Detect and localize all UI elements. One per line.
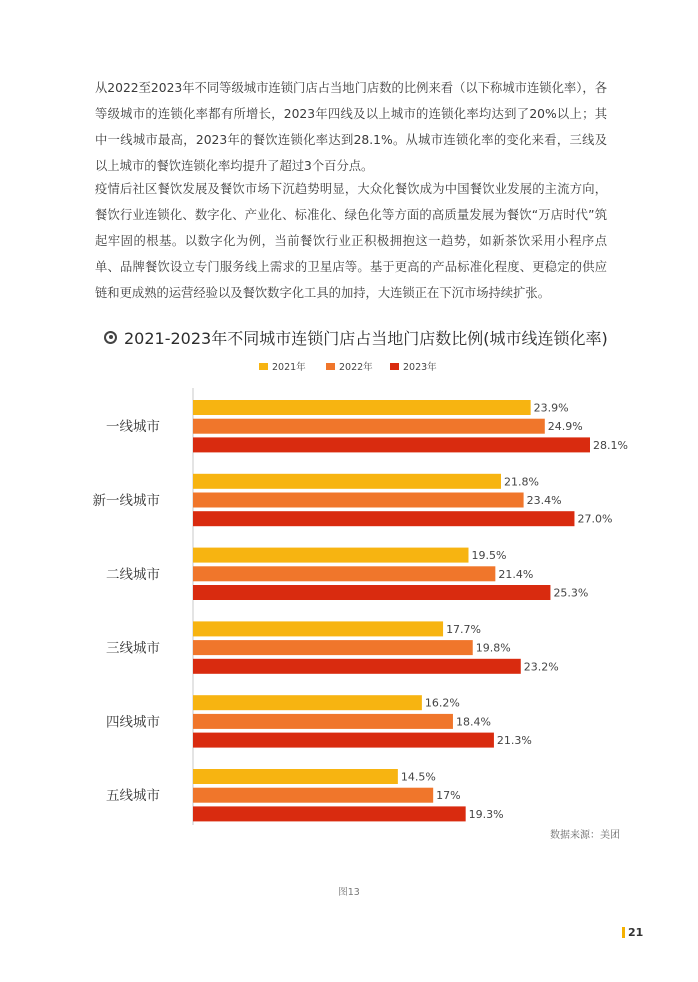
bar-5-3 [193,733,494,748]
data-label-6-3: 19.3% [468,807,504,821]
figure-caption: 图13 [338,887,360,898]
bar-5-1 [193,695,422,710]
bar-4-3 [193,659,521,674]
bar-1-2 [193,419,545,434]
legend-label-2: 2022年 [339,362,373,373]
category-label-3: 二线城市 [106,566,160,583]
data-label-5-3: 21.3% [496,734,532,748]
category-label-2: 新一线城市 [92,493,160,509]
legend-swatch-3 [390,363,399,370]
page-number: 21 [628,925,644,939]
page-number-block [622,924,643,940]
bar-2-2 [193,493,524,508]
page-marker [622,927,625,938]
bar-1-1 [193,400,531,415]
data-label-6-2: 17% [436,789,461,803]
data-label-3-1: 19.5% [471,549,507,563]
bar-3-1 [193,548,468,563]
bar-6-1 [193,769,398,784]
legend-swatch-1 [259,363,268,370]
paragraph-1: 从2022至2023年不同等级城市连锁门店占当地门店数的比例来看（以下称城市连锁化率），各等级城市的连锁化率都有所增长，2023年四线及以上城市的连锁化率均达到了20%以上；其中一线城市最高，2023年的餐饮连锁化率达到28.1%。从城市连锁化率的变化来看，三线及以上城市的餐饮连锁化率均提升了超过3个百分点。 [95,81,607,173]
data-label-2-3: 27.0% [577,512,613,526]
bar-4-2 [193,640,473,655]
data-label-5-1: 16.2% [424,696,460,710]
bar-3-3 [193,585,550,600]
paragraph-2: 疫情后社区餐饮发展及餐饮市场下沉趋势明显，大众化餐饮成为中国餐饮业发展的主流方向，餐饮行业连锁化、数字化、产业化、标准化、绿色化等方面的高质量发展为餐饮“万店时代”筑起牢固的根基。以数字化为例，当前餐饮行业正积极拥抱这一趋势，如新茶饮采用小程序点单、品牌餐饮设立专门服务线上需求的卫星店等。基于更高的产品标准化程度、更稳定的供应链和更成熟的运营经验以及餐饮数字化工具的加持，大连锁正在下沉市场持续扩张。 [95,182,607,300]
data-source-note: 数据来源：美团 [550,830,620,841]
data-label-3-2: 21.4% [498,567,534,581]
chart-title: 2021-2023年不同城市连锁门店占当地门店数比例(城市线连锁化率) [124,328,608,348]
bar-6-3 [193,806,466,821]
bar-1-3 [193,437,590,452]
data-label-5-2: 18.4% [455,715,491,729]
data-label-1-3: 28.1% [593,438,628,452]
category-label-1: 一线城市 [106,419,160,436]
bar-3-2 [193,566,495,581]
bar-6-2 [193,788,433,803]
data-label-4-2: 19.8% [475,641,511,655]
legend-label-3: 2023年 [403,362,437,373]
data-label-3-3: 25.3% [553,586,589,600]
bar-5-2 [193,714,453,729]
data-label-2-1: 21.8% [503,475,539,489]
data-label-2-2: 23.4% [526,494,562,507]
legend-label-1: 2021年 [272,362,306,373]
bar-2-1 [193,474,501,489]
bar-2-3 [193,511,574,526]
data-label-1-1: 23.9% [533,401,569,415]
category-label-5: 四线城市 [106,714,160,731]
category-label-6: 五线城市 [106,788,160,805]
bar-4-1 [193,621,443,636]
data-label-6-1: 14.5% [400,770,436,784]
legend-swatch-2 [326,363,335,370]
data-label-4-1: 17.7% [446,622,482,636]
category-label-4: 三线城市 [106,640,160,657]
data-label-4-3: 23.2% [523,660,559,674]
data-label-1-2: 24.9% [547,420,583,434]
